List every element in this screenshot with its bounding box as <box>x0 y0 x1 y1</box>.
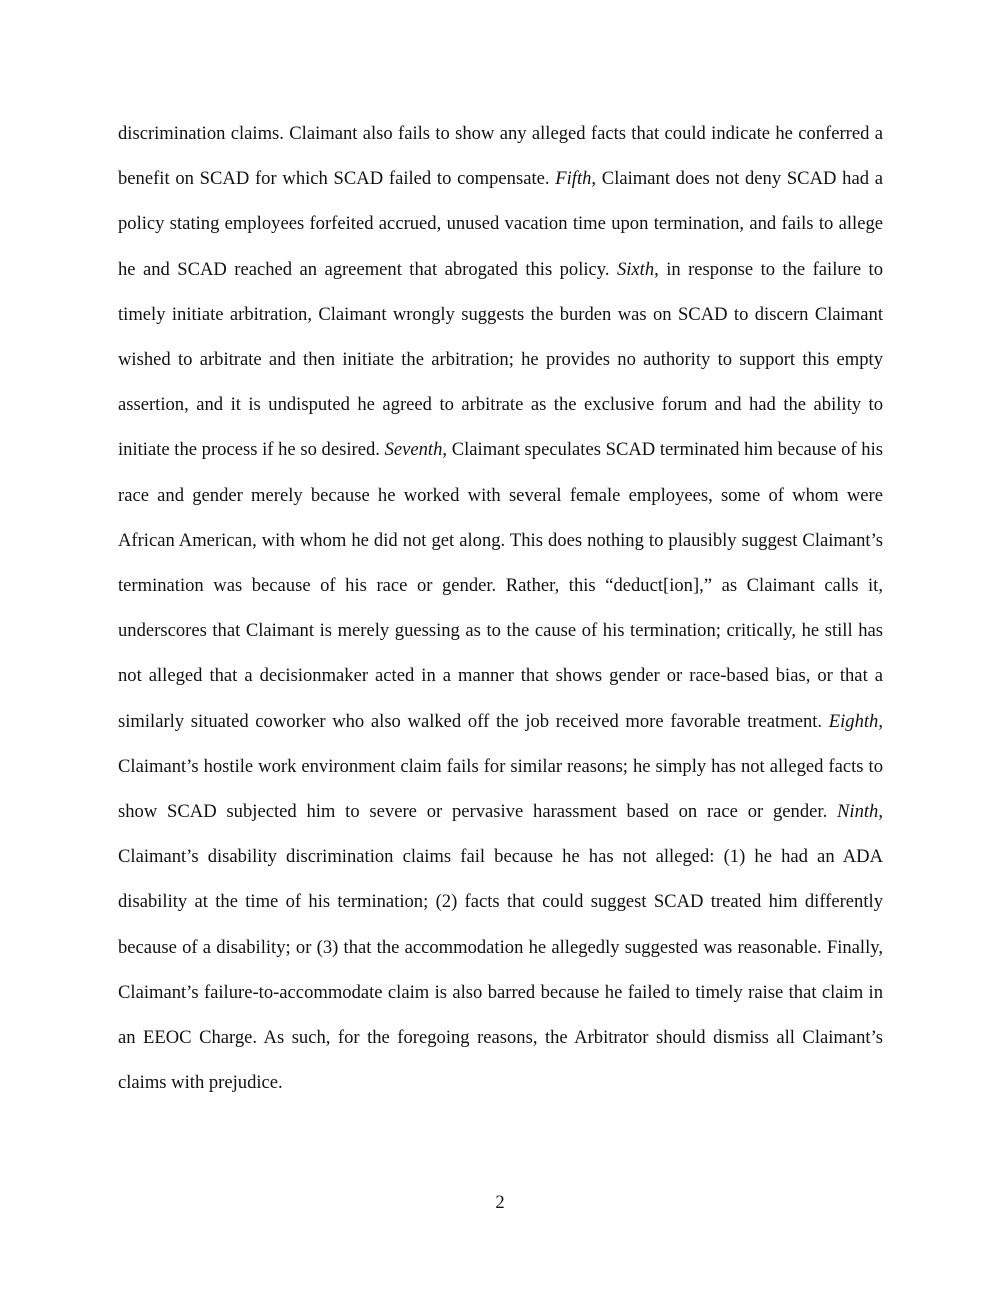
paragraph-segment: , Claimant’s hostile work environment claim fails for similar reasons; he simply has not alleged facts to show SCAD subjected him to severe or pervasive harassment based on race or gender. <box>118 710 883 823</box>
paragraph-segment: discrimination claims. Claimant also fails to show any alleged facts that could indicate he conferred a benefit on SCAD for which SCAD failed to compensate. <box>118 123 883 190</box>
ordinal-fifth: Fifth <box>555 168 592 190</box>
paragraph-segment: , Claimant does not deny SCAD had a policy stating employees forfeited accrued, unused vacation time upon termination, and fails to allege he and SCAD reached an agreement that abrogated this policy. <box>118 168 883 280</box>
ordinal-eighth: Eighth <box>828 710 879 732</box>
paragraph-segment: , in response to the failure to timely initiate arbitration, Claimant wrongly suggests the burden was on SCAD to discern Claimant wished to arbitrate and then initiate the arbitration; he provides no authority to support this empty assertion, and it is undisputed he agreed to arbitrate as the exclusive forum and had the ability to initiate the process if he so desired. <box>118 258 883 461</box>
ordinal-sixth: Sixth <box>616 258 655 280</box>
page-number: 2 <box>495 1192 505 1213</box>
ordinal-ninth: Ninth <box>837 801 879 823</box>
ordinal-seventh: Seventh <box>384 439 443 461</box>
body-paragraph <box>118 111 883 1105</box>
paragraph-segment: , Claimant’s disability discrimination claims fail because he has not alleged: (1) he had an ADA disability at the time of his termination; (2) facts that could suggest SCAD treated him differently because of a disability; or (3) that the accommodation he allegedly suggested was reasonable. Finally, Claimant’s failure-to-accommodate claim is also barred because he failed to timely raise that claim in an EEOC Charge. As such, for the foregoing reasons, the Arbitrator should dismiss all Claimant’s claims with prejudice. <box>118 801 883 1094</box>
paragraph-segment: , Claimant speculates SCAD terminated him because of his race and gender merely because he worked with several female employees, some of whom were African American, with whom he did not get along. This does nothing to plausibly suggest Claimant’s termination was because of his race or gender. Rather, this “deduct[ion],” as Claimant calls it, underscores that Claimant is merely guessing as to the cause of his termination; critically, he still has not alleged that a decisionmaker acted in a manner that shows gender or race-based bias, or that a similarly situated coworker who also walked off the job received more favorable treatment. <box>118 439 883 732</box>
